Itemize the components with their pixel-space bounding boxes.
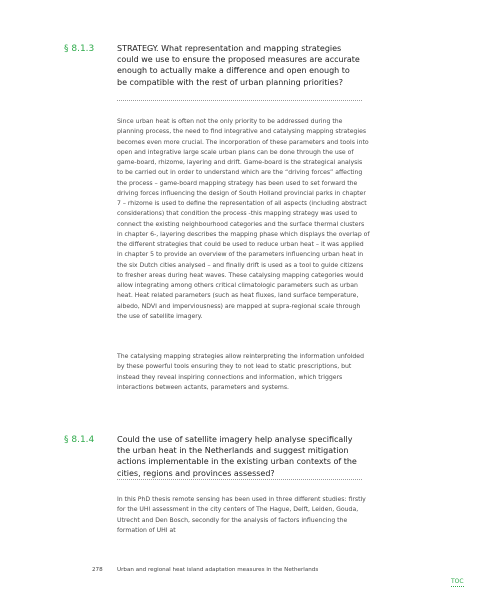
heading-divider <box>117 100 362 101</box>
running-title: Urban and regional heat island adaptation measures in the Netherlands <box>117 567 319 573</box>
section-number: § 8.1.4 <box>64 435 95 445</box>
section-number: § 8.1.3 <box>64 44 95 54</box>
toc-link[interactable]: TOC <box>451 578 464 585</box>
section-heading: STRATEGY. What representation and mapping strategies could we use to ensure the proposed measures are accurate enough to actually make a difference and open enough to be compatible with the rest of urban planning priorities? <box>117 44 360 87</box>
body-paragraph: Since urban heat is often not the only priority to be addressed during the planning process, the need to find integrative and catalysing mapping strategies becomes even more crucial. The incorporation of these parameters and tools into open and integrative large scale urban plans can be done through the use of game-board, rhizome, layering and drift. Game-board is the strategical analysis to be carried out in order to understand which are the “driving forces” affecting the process – game-board mapping strategy has been used to set forward the driving forces influencing the design of South Holland provincial parks in chapter 7 – rhizome is used to define the representation of all aspects (including abstract considerations) that condition the process -this mapping strategy was used to connect the existing neighbourhood categories and the surface thermal clusters in chapter 6-, layering describes the mapping phase which displays the overlap of the different strategies that could be used to reduce urban heat – it was applied in chapter 5 to provide an overview of the parameters influencing urban heat in the six Dutch cities analysed – and finally drift is used as a tool to guide citizens to fresher areas during heat waves. These catalysing mapping categories would allow integrating among others critical climatologic parameters such as urban heat. Heat related parameters (such as heat fluxes, land surface temperature, albedo, NDVI and imperviousness) are mapped at supra-regional scale through the use of satellite imagery. <box>117 118 370 320</box>
heading-divider <box>117 479 362 480</box>
body-paragraph: In this PhD thesis remote sensing has been used in three different studies: firstly for the UHI assessment in the city centers of The Hague, Delft, Leiden, Gouda, Utrecht and Den Bosch, secondly for the analysis of factors influencing the formation of UHI at <box>117 496 366 534</box>
section-heading: Could the use of satellite imagery help analyse specifically the urban heat in the Netherlands and suggest mitigation actions implementable in the existing urban contexts of the cities, regions and provinces assessed? <box>117 435 357 478</box>
body-paragraph: The catalysing mapping strategies allow reinterpreting the information unfolded by these powerful tools ensuring they to not lead to static prescriptions, but instead they reveal inspiring connections and information, which triggers interactions between actants, parameters and systems. <box>117 353 364 391</box>
page-number: 278 <box>92 567 103 573</box>
